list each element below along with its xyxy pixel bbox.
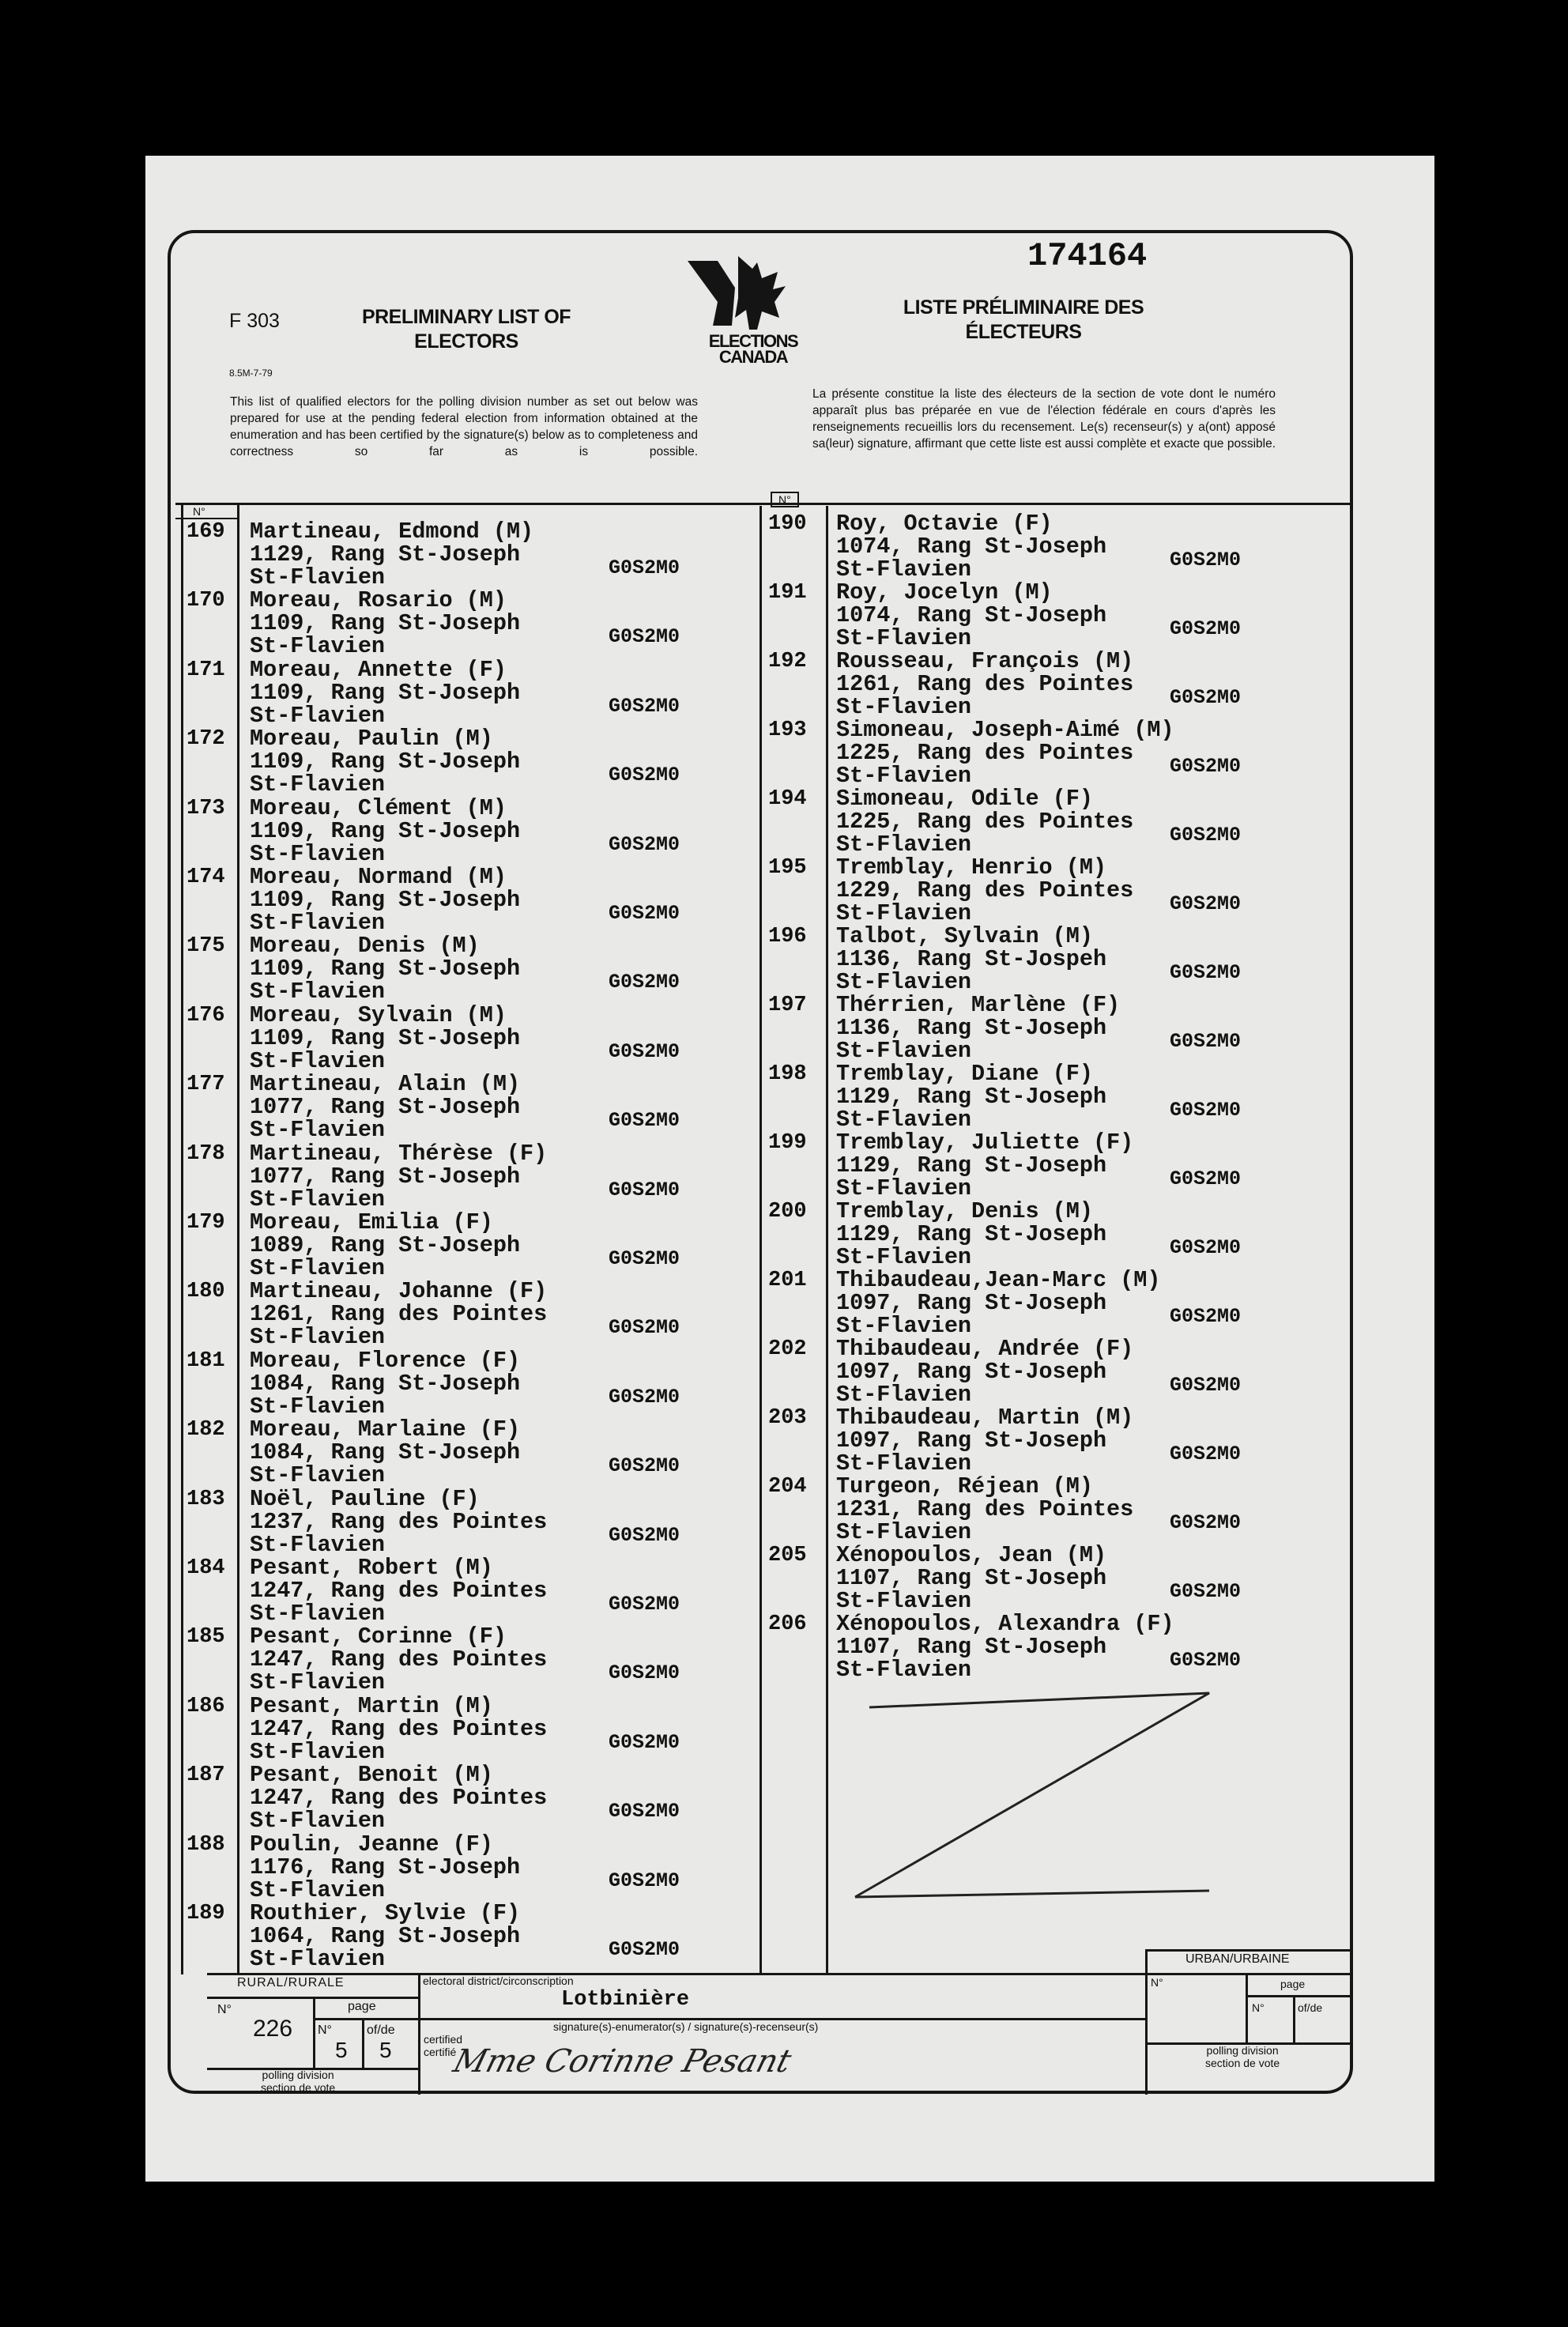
elector-number: 190 — [768, 512, 807, 536]
elector-name: Pesant, Robert (M) — [250, 1555, 493, 1581]
elector-city: St-Flavien — [836, 969, 972, 995]
elector-name: Moreau, Marlaine (F) — [250, 1416, 521, 1443]
rule — [362, 2018, 364, 2069]
elector-name: Pesant, Martin (M) — [250, 1692, 493, 1719]
elector-postal-code: G0S2M0 — [609, 1869, 680, 1892]
elector-address: 1097, Rang St-Joseph — [836, 1359, 1107, 1385]
elector-number: 197 — [768, 994, 807, 1017]
elector-address: 1247, Rang des Pointes — [250, 1578, 548, 1604]
elector-number: 176 — [187, 1003, 225, 1028]
elector-number: 180 — [187, 1280, 225, 1304]
elector-postal-code: G0S2M0 — [609, 556, 680, 579]
elector-address: 1261, Rang des Pointes — [836, 671, 1134, 697]
enumerator-signature: Mme Corinne Pesant — [449, 2043, 795, 2080]
elector-postal-code: G0S2M0 — [609, 1523, 680, 1547]
elector-number: 182 — [187, 1418, 225, 1443]
elector-address: 1136, Rang St-Jospeh — [836, 946, 1107, 972]
elector-name: Moreau, Emilia (F) — [250, 1209, 493, 1235]
label-line: polling division — [1206, 2044, 1279, 2057]
title-fr — [877, 296, 1170, 345]
elector-city: St-Flavien — [250, 1255, 386, 1281]
rule — [1246, 1995, 1353, 1997]
urban-page-label: page — [1280, 1978, 1306, 1990]
elector-postal-code: G0S2M0 — [1170, 1443, 1242, 1465]
elector-name: Thibaudeau,Jean-Marc (M) — [836, 1267, 1161, 1293]
elector-name: Moreau, Denis (M) — [250, 933, 480, 960]
elector-address: 1129, Rang St-Joseph — [836, 1221, 1107, 1247]
elector-postal-code: G0S2M0 — [609, 832, 680, 856]
elector-city: St-Flavien — [836, 1519, 972, 1545]
label-line: certifié — [424, 2046, 457, 2058]
elector-city: St-Flavien — [250, 1876, 386, 1903]
elector-name: Poulin, Jeanne (F) — [250, 1831, 493, 1857]
signature-label: signature(s)-enumerator(s) / signature(s)-recenseur(s) — [553, 2020, 819, 2033]
elector-postal-code: G0S2M0 — [1170, 1649, 1242, 1672]
elector-address: 1109, Rang St-Joseph — [250, 610, 521, 637]
rule — [1293, 1995, 1295, 2042]
elector-name: Moreau, Rosario (M) — [250, 587, 507, 614]
page-label: page — [348, 2000, 376, 2013]
elector-address: 1176, Rang St-Joseph — [250, 1854, 521, 1880]
elector-address: 1109, Rang St-Joseph — [250, 1024, 521, 1051]
elector-address: 1107, Rang St-Joseph — [836, 1565, 1107, 1591]
elector-postal-code: G0S2M0 — [1170, 549, 1242, 571]
elector-number: 186 — [187, 1694, 225, 1718]
elector-address: 1225, Rang des Pointes — [836, 740, 1134, 766]
elector-city: St-Flavien — [836, 1244, 972, 1270]
elector-name: Tremblay, Henrio (M) — [836, 854, 1107, 881]
elector-address: 1107, Rang St-Joseph — [836, 1634, 1107, 1660]
elector-name: Tremblay, Diane (F) — [836, 1061, 1093, 1087]
elector-postal-code: G0S2M0 — [609, 1039, 680, 1063]
rule — [1145, 1973, 1353, 1975]
elector-postal-code: G0S2M0 — [609, 971, 680, 994]
elector-number: 202 — [768, 1337, 807, 1361]
elector-number: 191 — [768, 581, 807, 605]
logo-text — [686, 331, 820, 367]
elector-city: St-Flavien — [836, 1313, 972, 1339]
elector-postal-code: G0S2M0 — [609, 1593, 680, 1616]
elector-postal-code: G0S2M0 — [609, 1454, 680, 1478]
elector-name: Talbot, Sylvain (M) — [836, 923, 1093, 949]
elector-postal-code: G0S2M0 — [609, 1730, 680, 1754]
elector-postal-code: G0S2M0 — [1170, 1167, 1242, 1190]
elector-postal-code: G0S2M0 — [1170, 686, 1242, 709]
elector-postal-code: G0S2M0 — [609, 1247, 680, 1270]
elector-name: Moreau, Clément (M) — [250, 794, 507, 821]
elector-name: Roy, Octavie (F) — [836, 511, 1053, 537]
elector-number: 193 — [768, 718, 807, 742]
urban-page-no-label: N° — [1252, 2001, 1265, 2014]
elector-city: St-Flavien — [836, 1450, 972, 1477]
elector-postal-code: G0S2M0 — [1170, 892, 1242, 915]
elector-name: Thibaudeau, Martin (M) — [836, 1405, 1134, 1431]
elector-city: St-Flavien — [836, 556, 972, 583]
serial-number: 174164 — [1027, 237, 1148, 275]
elector-postal-code: G0S2M0 — [1170, 1374, 1242, 1397]
elector-city: St-Flavien — [250, 702, 386, 729]
page-of-label: of/de — [367, 2023, 395, 2037]
urban-of-label: of/de — [1298, 2001, 1323, 2014]
elector-name: Thérrien, Marlène (F) — [836, 992, 1121, 1018]
elector-city: St-Flavien — [250, 633, 386, 660]
page-number: 5 — [335, 2038, 348, 2062]
elector-city: St-Flavien — [250, 1186, 386, 1213]
elector-name: Simoneau, Joseph-Aimé (M) — [836, 717, 1174, 743]
elector-city: St-Flavien — [250, 1808, 386, 1835]
district-value: Lotbinière — [561, 1988, 690, 2012]
elector-address: 1064, Rang St-Joseph — [250, 1923, 521, 1949]
elector-city: St-Flavien — [836, 694, 972, 720]
elector-number: 195 — [768, 856, 807, 880]
elector-address: 1077, Rang St-Joseph — [250, 1094, 521, 1121]
rule — [760, 506, 762, 1974]
elector-number: 200 — [768, 1200, 807, 1224]
elector-address: 1084, Rang St-Joseph — [250, 1439, 521, 1466]
elector-postal-code: G0S2M0 — [1170, 1099, 1242, 1122]
elector-city: St-Flavien — [250, 1946, 386, 1972]
elector-postal-code: G0S2M0 — [609, 1800, 680, 1824]
elector-address: 1136, Rang St-Joseph — [836, 1015, 1107, 1041]
elector-city: St-Flavien — [250, 564, 386, 590]
elector-postal-code: G0S2M0 — [609, 1385, 680, 1409]
polling-division-label-rural — [261, 2069, 335, 2094]
elector-postal-code: G0S2M0 — [609, 902, 680, 925]
rural-label: RURAL/RURALE — [237, 1976, 345, 1989]
elector-name: Turgeon, Réjean (M) — [836, 1473, 1093, 1499]
title-en — [332, 305, 601, 354]
elector-city: St-Flavien — [836, 625, 972, 651]
elector-city: St-Flavien — [836, 900, 972, 926]
elector-city: St-Flavien — [250, 1117, 386, 1144]
elector-name: Tremblay, Juliette (F) — [836, 1130, 1134, 1156]
elector-city: St-Flavien — [836, 763, 972, 789]
elector-name: Martineau, Thérèse (F) — [250, 1140, 548, 1167]
elector-number: 192 — [768, 650, 807, 673]
label-line: section de vote — [261, 2081, 336, 2094]
elector-city: St-Flavien — [836, 1588, 972, 1614]
elector-number: 194 — [768, 787, 807, 811]
district-label: electoral district/circonscription — [423, 1974, 574, 1987]
label-line: section de vote — [1205, 2057, 1280, 2069]
no-header-right: N° — [771, 492, 799, 507]
elector-city: St-Flavien — [836, 1175, 972, 1201]
elector-number: 188 — [187, 1832, 225, 1857]
elector-postal-code: G0S2M0 — [1170, 961, 1242, 984]
title-en-line: ELECTORS — [414, 330, 518, 353]
elector-name: Xénopoulos, Alexandra (F) — [836, 1611, 1174, 1637]
elector-address: 1084, Rang St-Joseph — [250, 1370, 521, 1397]
elector-city: St-Flavien — [250, 1531, 386, 1558]
elector-postal-code: G0S2M0 — [609, 1938, 680, 1961]
elector-name: Rousseau, François (M) — [836, 648, 1134, 674]
rule — [1145, 1949, 1353, 1952]
elector-postal-code: G0S2M0 — [1170, 617, 1242, 640]
elector-city: St-Flavien — [250, 1393, 386, 1420]
elector-name: Thibaudeau, Andrée (F) — [836, 1336, 1134, 1362]
elector-number: 184 — [187, 1556, 225, 1580]
rule — [175, 518, 237, 519]
elector-postal-code: G0S2M0 — [1170, 1511, 1242, 1534]
intro-en: This list of qualified electors for the polling division number as set out below was prepared for use at the pending federal election from information obtained at the enumeration and has been certified by the signature(s) below as to completeness and correctness so far as is possible. — [230, 395, 698, 458]
elector-city: St-Flavien — [250, 1462, 386, 1489]
elector-address: 1129, Rang St-Joseph — [836, 1084, 1107, 1110]
elector-address: 1097, Rang St-Joseph — [836, 1290, 1107, 1316]
cancel-strike-lines — [838, 1676, 1233, 1913]
rule — [1246, 1973, 1248, 2042]
elector-number: 175 — [187, 934, 225, 959]
elector-postal-code: G0S2M0 — [609, 1109, 680, 1133]
elector-address: 1247, Rang des Pointes — [250, 1785, 548, 1812]
elector-address: 1129, Rang St-Joseph — [250, 541, 521, 568]
logo-line: CANADA — [718, 347, 788, 367]
rule — [181, 503, 183, 1974]
elector-number: 178 — [187, 1141, 225, 1166]
elector-name: Martineau, Edmond (M) — [250, 519, 534, 545]
elector-number: 206 — [768, 1612, 807, 1636]
elector-address: 1109, Rang St-Joseph — [250, 887, 521, 913]
title-en-line: PRELIMINARY LIST OF — [361, 306, 571, 328]
elector-city: St-Flavien — [250, 979, 386, 1005]
elector-name: Moreau, Annette (F) — [250, 656, 507, 683]
elector-number: 187 — [187, 1763, 225, 1788]
elector-name: Roy, Jocelyn (M) — [836, 579, 1053, 605]
elector-name: Moreau, Normand (M) — [250, 864, 507, 890]
rule — [313, 1997, 315, 2069]
title-fr-line: LISTE PRÉLIMINAIRE DES — [903, 296, 1144, 319]
elector-postal-code: G0S2M0 — [609, 625, 680, 649]
elector-city: St-Flavien — [836, 1107, 972, 1133]
rule — [237, 503, 239, 1974]
urban-no-label: N° — [1151, 1976, 1163, 1989]
page-total: 5 — [379, 2038, 392, 2062]
elector-address: 1097, Rang St-Joseph — [836, 1428, 1107, 1454]
elector-address: 1247, Rang des Pointes — [250, 1646, 548, 1673]
elector-name: Martineau, Johanne (F) — [250, 1278, 548, 1305]
elector-name: Martineau, Alain (M) — [250, 1071, 521, 1098]
rule — [418, 1973, 420, 2095]
elector-postal-code: G0S2M0 — [1170, 1580, 1242, 1603]
elector-number: 169 — [187, 520, 225, 544]
elector-number: 201 — [768, 1269, 807, 1292]
elector-city: St-Flavien — [836, 832, 972, 858]
elector-address: 1109, Rang St-Joseph — [250, 817, 521, 844]
elector-number: 170 — [187, 589, 225, 613]
elector-address: 1089, Rang St-Joseph — [250, 1232, 521, 1258]
elector-address: 1109, Rang St-Joseph — [250, 956, 521, 982]
elector-address: 1231, Rang des Pointes — [836, 1496, 1134, 1522]
elector-number: 183 — [187, 1487, 225, 1511]
elector-number: 204 — [768, 1475, 807, 1499]
no-header-left: N° — [193, 505, 205, 518]
elector-city: St-Flavien — [836, 1657, 972, 1683]
elector-number: 172 — [187, 727, 225, 752]
elector-number: 205 — [768, 1544, 807, 1567]
rural-no-label: N° — [217, 2003, 232, 2016]
elector-number: 185 — [187, 1625, 225, 1650]
elector-number: 173 — [187, 796, 225, 820]
elector-name: Simoneau, Odile (F) — [836, 786, 1093, 812]
elector-address: 1074, Rang St-Joseph — [836, 534, 1107, 560]
polling-division-number: 226 — [253, 2016, 293, 2042]
table-top-rule — [175, 503, 1351, 505]
elector-city: St-Flavien — [836, 1038, 972, 1064]
elector-postal-code: G0S2M0 — [609, 1178, 680, 1201]
elector-number: 199 — [768, 1131, 807, 1155]
form-code: F 303 — [229, 310, 280, 332]
elector-postal-code: G0S2M0 — [1170, 755, 1242, 778]
rule — [1145, 1949, 1148, 2095]
elector-address: 1109, Rang St-Joseph — [250, 749, 521, 775]
print-code: 8.5M-7-79 — [229, 368, 273, 379]
rule — [313, 2018, 418, 2020]
elector-name: Moreau, Sylvain (M) — [250, 1001, 507, 1028]
elector-name: Pesant, Benoit (M) — [250, 1762, 493, 1789]
elections-canada-logo — [686, 255, 820, 365]
elector-name: Routhier, Sylvie (F) — [250, 1900, 521, 1926]
elector-postal-code: G0S2M0 — [609, 694, 680, 718]
elector-city: St-Flavien — [250, 1601, 386, 1627]
elector-city: St-Flavien — [250, 1738, 386, 1765]
elector-address: 1129, Rang St-Joseph — [836, 1152, 1107, 1179]
elector-city: St-Flavien — [250, 1669, 386, 1696]
elector-postal-code: G0S2M0 — [1170, 1305, 1242, 1328]
elector-address: 1237, Rang des Pointes — [250, 1508, 548, 1535]
elector-city: St-Flavien — [250, 910, 386, 936]
page-no-label: N° — [318, 2023, 332, 2037]
elector-name: Noël, Pauline (F) — [250, 1485, 480, 1512]
elector-number: 171 — [187, 658, 225, 682]
rule — [826, 506, 828, 1974]
elector-number: 203 — [768, 1406, 807, 1430]
elector-city: St-Flavien — [250, 771, 386, 798]
elector-address: 1261, Rang des Pointes — [250, 1301, 548, 1328]
elector-number: 179 — [187, 1211, 225, 1235]
elector-number: 189 — [187, 1902, 225, 1925]
elector-name: Moreau, Paulin (M) — [250, 726, 493, 752]
elector-address: 1077, Rang St-Joseph — [250, 1163, 521, 1190]
title-fr-line: ÉLECTEURS — [965, 321, 1082, 343]
urban-label: URBAN/URBAINE — [1185, 1952, 1290, 1966]
elector-name: Tremblay, Denis (M) — [836, 1198, 1093, 1224]
elector-city: St-Flavien — [250, 1047, 386, 1074]
intro-fr: La présente constitue la liste des électeurs de la section de vote dont le numéro apparaît plus bas préparée en vue de l'élection fédérale en cours d'après les renseignements recueillis lors du recensement. Le(s) recenseur(s) y a(ont) apposé sa(leur) signature, affirmant que cette liste est aussi complète et exacte que possible. — [812, 387, 1276, 451]
elector-number: 196 — [768, 925, 807, 949]
elector-name: Pesant, Corinne (F) — [250, 1624, 507, 1650]
elector-city: St-Flavien — [250, 840, 386, 867]
elector-address: 1247, Rang des Pointes — [250, 1715, 548, 1742]
elector-address: 1109, Rang St-Joseph — [250, 679, 521, 706]
elector-postal-code: G0S2M0 — [609, 764, 680, 787]
elector-address: 1229, Rang des Pointes — [836, 877, 1134, 903]
elector-address: 1074, Rang St-Joseph — [836, 602, 1107, 628]
elector-city: St-Flavien — [250, 1324, 386, 1351]
elector-name: Xénopoulos, Jean (M) — [836, 1542, 1107, 1568]
elector-address: 1225, Rang des Pointes — [836, 809, 1134, 835]
elector-postal-code: G0S2M0 — [609, 1316, 680, 1340]
polling-division-label-urban — [1205, 2044, 1280, 2069]
elector-number: 177 — [187, 1073, 225, 1097]
logo-line: ELECTIONS — [708, 331, 798, 351]
elector-number: 181 — [187, 1348, 225, 1373]
label-line: polling division — [262, 2069, 334, 2081]
elector-postal-code: G0S2M0 — [609, 1661, 680, 1685]
elector-postal-code: G0S2M0 — [1170, 1236, 1242, 1259]
elector-postal-code: G0S2M0 — [1170, 1030, 1242, 1053]
elector-postal-code: G0S2M0 — [1170, 824, 1242, 847]
elector-number: 198 — [768, 1062, 807, 1086]
label-line: certified — [424, 2033, 463, 2046]
elector-city: St-Flavien — [836, 1382, 972, 1408]
elector-name: Moreau, Florence (F) — [250, 1347, 521, 1374]
elector-number: 174 — [187, 866, 225, 889]
